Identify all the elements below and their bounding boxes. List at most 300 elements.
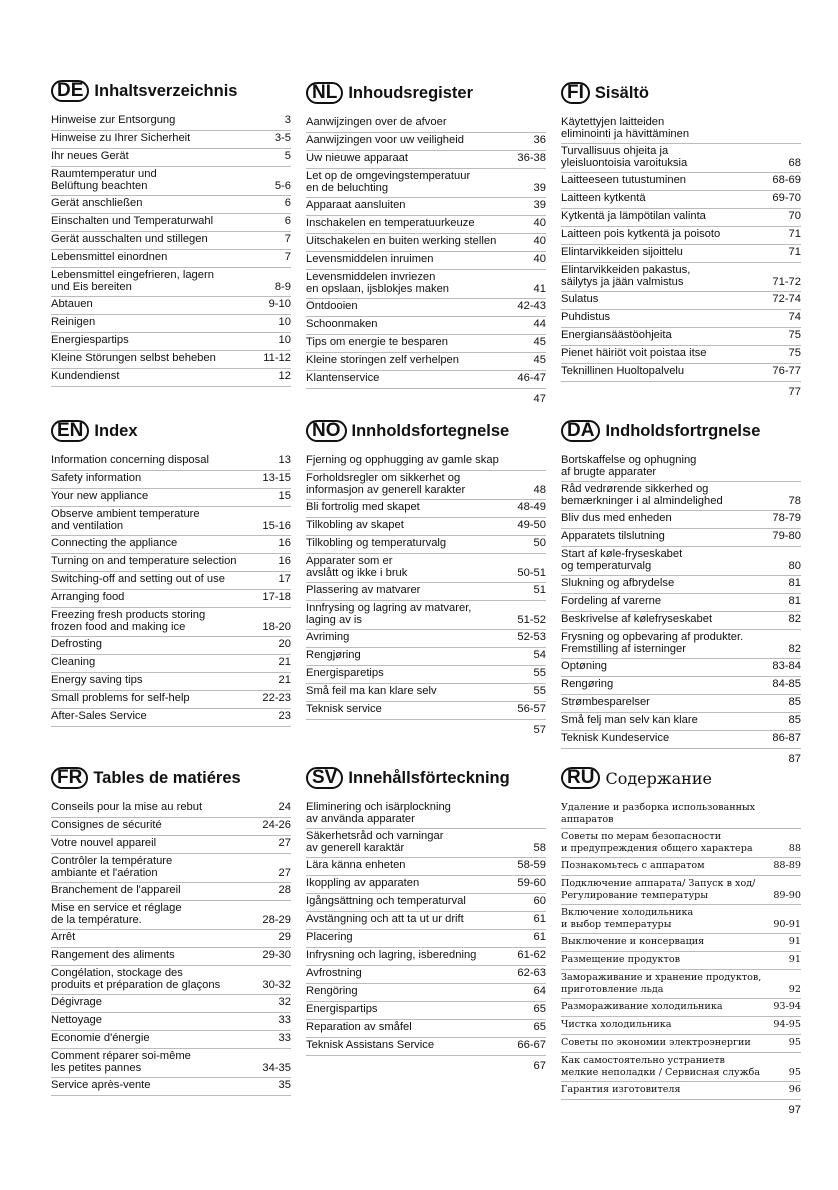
toc-entry-page: 88 (788, 843, 801, 854)
toc-entry[interactable] (306, 252, 546, 270)
toc-entry-page: 65 (533, 1021, 546, 1033)
toc-entry-page: 76-77 (772, 365, 801, 377)
toc-entry-page: 48-49 (517, 501, 546, 513)
toc-entry[interactable] (561, 905, 801, 934)
toc-entry-label: Ikoppling av apparaten (306, 877, 420, 889)
toc-entry-label: Small problems for self-help (51, 692, 190, 704)
toc-entry[interactable] (51, 471, 291, 489)
toc-entry[interactable] (561, 1053, 801, 1082)
toc-entry[interactable] (306, 234, 546, 252)
toc-entry-label: Defrosting (51, 638, 102, 650)
toc-entry-label: Fordeling af varerne (561, 595, 662, 607)
toc-entry[interactable] (561, 511, 801, 529)
toc-entry[interactable] (306, 948, 546, 966)
toc-entry[interactable] (561, 999, 801, 1017)
toc-entry-label: Congélation, stockage des produits et préparation de glaçons (51, 967, 221, 991)
toc-entry[interactable] (51, 930, 291, 948)
section-heading (561, 80, 801, 106)
toc-entry[interactable] (561, 310, 801, 328)
toc-entry-label: Замораживание и хранение продуктов, приготовление льда (561, 972, 762, 995)
toc-entry-page: 33 (278, 1014, 291, 1026)
toc-entry[interactable] (51, 655, 291, 673)
toc-entry[interactable] (51, 149, 291, 167)
toc-entry[interactable] (561, 630, 801, 659)
toc-entry[interactable] (306, 371, 546, 389)
toc-entry[interactable] (306, 858, 546, 876)
toc-entry[interactable] (51, 800, 291, 818)
toc-entry-label: Lära känna enheten (306, 859, 406, 871)
toc-entry[interactable] (306, 453, 546, 471)
toc-entry-page: 88-89 (773, 860, 801, 871)
toc-entry[interactable] (51, 995, 291, 1013)
toc-entry-page: 82 (788, 613, 801, 625)
toc-entry-page: 74 (788, 311, 801, 323)
toc-entry-page: 71 (788, 228, 801, 240)
toc-entry-page: 3-5 (274, 132, 291, 144)
toc-entry[interactable] (306, 930, 546, 948)
toc-entry-label: Fjerning og opphugging av gamle skap (306, 454, 499, 466)
toc-entry[interactable] (561, 1017, 801, 1035)
toc-entry-page: 91 (788, 936, 801, 947)
toc-entry-page: 48 (533, 484, 546, 496)
toc-entry-label: Uitschakelen en buiten werking stellen (306, 235, 497, 247)
toc-entry-page: 9-10 (268, 298, 291, 310)
section-title: Inhaltsverzeichnis (94, 81, 238, 100)
toc-entry[interactable] (306, 353, 546, 371)
toc-entry-label: Ihr neues Gerät (51, 150, 129, 162)
language-code-badge: EN (51, 420, 89, 442)
toc-entry[interactable] (306, 471, 546, 500)
toc-section-ru (561, 765, 801, 1116)
language-code-badge: FR (51, 767, 88, 789)
toc-entry-page: 15-16 (262, 520, 291, 532)
trailing-page-number: 47 (533, 393, 546, 405)
toc-entry[interactable] (561, 346, 801, 364)
trailing-page-number: 77 (788, 386, 801, 398)
toc-entry-label: Abtauen (51, 298, 93, 310)
toc-entry-label: Tilkobling og temperaturvalg (306, 537, 447, 549)
toc-entry[interactable] (306, 536, 546, 554)
toc-entry[interactable] (306, 912, 546, 930)
toc-entry-page: 61-62 (517, 949, 546, 961)
toc-entry-label: Gerät ausschalten und stillegen (51, 233, 208, 245)
toc-entry-page: 75 (788, 347, 801, 359)
toc-entry[interactable] (561, 482, 801, 511)
toc-entry-page: 86-87 (772, 732, 801, 744)
toc-entry-label: Information concerning disposal (51, 454, 209, 466)
toc-entry[interactable] (51, 315, 291, 333)
toc-entry[interactable] (306, 1038, 546, 1056)
toc-entry-label: Observe ambient temperature and ventilation (51, 508, 200, 532)
toc-entry[interactable] (51, 608, 291, 637)
toc-entry-page: 94-95 (773, 1019, 801, 1030)
toc-entry[interactable] (51, 966, 291, 995)
toc-entry[interactable] (51, 836, 291, 854)
toc-entry[interactable] (306, 630, 546, 648)
toc-entry-label: Rengjøring (306, 649, 361, 661)
toc-entry-label: Bli fortrolig med skapet (306, 501, 420, 513)
toc-section-no (306, 418, 546, 736)
toc-entry[interactable] (51, 536, 291, 554)
toc-entry[interactable] (561, 453, 801, 482)
toc-entry-label: Tilkobling av skapet (306, 519, 404, 531)
toc-entry[interactable] (306, 894, 546, 912)
toc-entry-page: 32 (278, 996, 291, 1008)
toc-entry[interactable] (51, 673, 291, 691)
toc-entry-label: Размещение продуктов (561, 954, 681, 965)
toc-entry-label: Arrêt (51, 931, 76, 943)
toc-entry-label: Elintarvikkeiden pakastus, säilytys ja jään valmistus (561, 264, 691, 288)
toc-entry-label: Sulatus (561, 293, 599, 305)
toc-entry[interactable] (561, 876, 801, 905)
section-heading (51, 418, 291, 444)
section-title: Sisältö (594, 83, 649, 102)
toc-entry-page: 8-9 (274, 281, 291, 293)
toc-entry-page: 18-20 (262, 621, 291, 633)
toc-entry-page: 11-12 (263, 352, 291, 364)
toc-entry-page: 68 (788, 157, 801, 169)
toc-entry[interactable] (561, 547, 801, 576)
toc-entry[interactable] (561, 263, 801, 292)
toc-entry[interactable] (51, 854, 291, 883)
toc-entry-page: 34-35 (262, 1062, 291, 1074)
toc-entry-label: Гарантия изготовителя (561, 1084, 681, 1095)
toc-entry[interactable] (561, 731, 801, 749)
toc-entry-label: Infrysning och lagring, isberedning (306, 949, 477, 961)
toc-entry-label: Safety information (51, 472, 142, 484)
toc-entry-page: 45 (533, 354, 546, 366)
toc-entry-page: 3 (284, 114, 291, 126)
toc-entry-page: 81 (788, 595, 801, 607)
toc-entry-label: Energispartips (306, 1003, 378, 1015)
toc-entry[interactable] (51, 214, 291, 232)
toc-entry[interactable] (561, 144, 801, 173)
section-heading (306, 80, 546, 106)
toc-entry[interactable] (306, 648, 546, 666)
toc-entry-label: Turning on and temperature selection (51, 555, 237, 567)
toc-entry-label: Votre nouvel appareil (51, 837, 157, 849)
toc-entry[interactable] (306, 601, 546, 630)
toc-entry-page: 10 (278, 316, 291, 328)
toc-entry[interactable] (306, 500, 546, 518)
toc-entry-page: 58 (533, 842, 546, 854)
toc-entry-label: Uw nieuwe apparaat (306, 152, 408, 164)
toc-entry[interactable] (306, 984, 546, 1002)
toc-entry-label: Plassering av matvarer (306, 584, 421, 596)
toc-entry[interactable] (51, 113, 291, 131)
trailing-page-number: 97 (788, 1104, 801, 1116)
toc-entry-label: Rengøring (561, 678, 614, 690)
section-title: Inhoudsregister (348, 83, 474, 102)
toc-entry-page: 85 (788, 696, 801, 708)
toc-entry[interactable] (51, 1049, 291, 1078)
toc-entry-label: Energiansäästöohjeita (561, 329, 672, 341)
toc-entry[interactable] (306, 876, 546, 894)
toc-entry-label: Comment réparer soi-même les petites pannes (51, 1050, 191, 1074)
toc-entry-label: Hinweise zu Ihrer Sicherheit (51, 132, 191, 144)
toc-entry-page: 16 (278, 555, 291, 567)
toc-entry-page: 35 (278, 1079, 291, 1091)
toc-entry-label: Apparaat aansluiten (306, 199, 406, 211)
toc-entry-page: 64 (533, 985, 546, 997)
toc-entry-page: 60 (533, 895, 546, 907)
toc-entry[interactable] (306, 151, 546, 169)
toc-entry-label: Cleaning (51, 656, 96, 668)
toc-entry[interactable] (561, 1082, 801, 1100)
toc-entry[interactable] (306, 666, 546, 684)
toc-section-de (51, 78, 291, 387)
toc-entry[interactable] (561, 594, 801, 612)
toc-entry[interactable] (561, 292, 801, 310)
toc-entry-page: 5-6 (274, 180, 291, 192)
toc-entry-label: Råd vedrørende sikkerhed og bemærkninger i al almindelighed (561, 483, 723, 507)
section-title: Содержание (605, 768, 712, 788)
toc-entry[interactable] (51, 333, 291, 351)
language-code-badge: RU (561, 767, 600, 789)
toc-entry[interactable] (51, 167, 291, 196)
toc-entry[interactable] (51, 250, 291, 268)
toc-entry[interactable] (306, 583, 546, 601)
toc-entry-label: Energisparetips (306, 667, 384, 679)
toc-entry[interactable] (51, 1013, 291, 1031)
toc-entry-page: 92 (788, 984, 801, 995)
toc-entry[interactable] (51, 554, 291, 572)
toc-entry[interactable] (306, 270, 546, 299)
toc-entry[interactable] (306, 702, 546, 720)
toc-entry[interactable] (561, 695, 801, 713)
toc-entry[interactable] (51, 572, 291, 590)
toc-entry-page: 7 (284, 251, 291, 263)
toc-entry[interactable] (561, 829, 801, 858)
toc-entry[interactable] (306, 169, 546, 198)
section-heading (306, 418, 546, 444)
toc-entry[interactable] (561, 576, 801, 594)
toc-entry[interactable] (561, 952, 801, 970)
toc-entry-label: Pienet häiriöt voit poistaa itse (561, 347, 707, 359)
toc-entry-page: 36 (533, 134, 546, 146)
toc-entry[interactable] (306, 800, 546, 829)
toc-entry-page: 16 (278, 537, 291, 549)
toc-entry[interactable] (51, 637, 291, 655)
toc-entry-label: Placering (306, 931, 353, 943)
section-heading (561, 418, 801, 444)
toc-entry-label: Nettoyage (51, 1014, 102, 1026)
toc-entry-label: Branchement de l'appareil (51, 884, 181, 896)
toc-entry-page: 40 (533, 253, 546, 265)
toc-entry-label: Laitteen kytkentä (561, 192, 646, 204)
toc-entry[interactable] (51, 691, 291, 709)
toc-entry[interactable] (306, 554, 546, 583)
toc-entry-page: 58-59 (517, 859, 546, 871)
toc-entry[interactable] (306, 1020, 546, 1038)
toc-entry[interactable] (561, 934, 801, 952)
toc-entry[interactable] (306, 518, 546, 536)
toc-entry-page: 17 (278, 573, 291, 585)
toc-entry-page: 89-90 (773, 890, 801, 901)
toc-entry[interactable] (561, 173, 801, 191)
toc-entry-label: Gerät anschließen (51, 197, 143, 209)
toc-entry-page: 46-47 (517, 372, 546, 384)
toc-entry-page: 83-84 (772, 660, 801, 672)
toc-entry[interactable] (51, 453, 291, 471)
toc-entry[interactable] (306, 1002, 546, 1020)
toc-entry-label: Consignes de sécurité (51, 819, 162, 831)
toc-entry[interactable] (51, 709, 291, 727)
toc-entry[interactable] (51, 232, 291, 250)
toc-entry-label: Your new appliance (51, 490, 149, 502)
toc-entry[interactable] (51, 268, 291, 297)
toc-entry-page: 79-80 (772, 530, 801, 542)
toc-entry-page: 13 (278, 454, 291, 466)
toc-entry-label: Contrôler la température ambiante et l'aération (51, 855, 173, 879)
toc-entry-label: Service après-vente (51, 1079, 151, 1091)
toc-entry[interactable] (561, 191, 801, 209)
toc-entry[interactable] (306, 133, 546, 151)
toc-entry[interactable] (51, 901, 291, 930)
toc-entry-label: After-Sales Service (51, 710, 147, 722)
section-title: Index (94, 421, 138, 440)
toc-entry-label: Economie d'énergie (51, 1032, 150, 1044)
toc-entry-label: Rangement des aliments (51, 949, 175, 961)
toc-entry-page: 27 (278, 837, 291, 849)
toc-entry[interactable] (51, 131, 291, 149)
section-title: Indholdsfortrgnelse (605, 421, 761, 440)
toc-entry-page: 41 (533, 283, 546, 295)
toc-entry[interactable] (51, 1078, 291, 1096)
toc-entry[interactable] (561, 800, 801, 829)
toc-entry-label: Klantenservice (306, 372, 380, 384)
toc-entry-label: Reparation av småfel (306, 1021, 412, 1033)
toc-entry[interactable] (561, 612, 801, 630)
toc-section-da (561, 418, 801, 765)
toc-entry-page: 24 (278, 801, 291, 813)
toc-entry[interactable] (561, 227, 801, 245)
toc-entry[interactable] (561, 659, 801, 677)
toc-entry-page: 27 (278, 867, 291, 879)
toc-entry-label: Teknillinen Huoltopalvelu (561, 365, 685, 377)
toc-entry[interactable] (51, 369, 291, 387)
toc-entry[interactable] (561, 529, 801, 547)
toc-entry[interactable] (51, 507, 291, 536)
toc-entry-label: Teknisk Kundeservice (561, 732, 670, 744)
toc-entry-label: Små feil ma kan klare selv (306, 685, 437, 697)
toc-entry[interactable] (306, 335, 546, 353)
toc-entry-label: Hinweise zur Entsorgung (51, 114, 176, 126)
toc-entry[interactable] (51, 883, 291, 901)
toc-entry[interactable] (561, 364, 801, 382)
toc-entry-label: Teknisk service (306, 703, 382, 715)
section-heading (51, 765, 291, 791)
trailing-page-number: 67 (533, 1060, 546, 1072)
toc-entry[interactable] (561, 328, 801, 346)
toc-entry[interactable] (306, 966, 546, 984)
toc-entry[interactable] (51, 489, 291, 507)
toc-entry[interactable] (561, 209, 801, 227)
toc-entry-label: Let op de omgevingstemperatuur en de beluchting (306, 170, 471, 194)
toc-entry-page: 50-51 (517, 567, 546, 579)
toc-entry[interactable] (306, 829, 546, 858)
toc-entry-label: Bortskaffelse og ophugning af brugte apparater (561, 454, 697, 478)
toc-entry-page: 15 (278, 490, 291, 502)
toc-entry-label: Ontdooien (306, 300, 358, 312)
toc-entry-page: 82 (788, 643, 801, 655)
trailing-page-number: 57 (533, 724, 546, 736)
toc-entry[interactable] (561, 115, 801, 144)
toc-entry-page: 40 (533, 217, 546, 229)
toc-entry[interactable] (306, 115, 546, 133)
toc-entry-label: Apparatets tilslutning (561, 530, 665, 542)
section-heading (561, 765, 801, 791)
toc-entry[interactable] (306, 216, 546, 234)
toc-entry-label: Советы по экономии электроэнергии (561, 1037, 751, 1048)
toc-entry[interactable] (51, 196, 291, 214)
toc-entry-label: Connecting the appliance (51, 537, 178, 549)
toc-entry-label: Kundendienst (51, 370, 120, 382)
toc-entry-page: 62-63 (517, 967, 546, 979)
toc-entry[interactable] (51, 297, 291, 315)
toc-entry-page: 91 (788, 954, 801, 965)
trailing-page-number: 87 (788, 753, 801, 765)
toc-entry[interactable] (306, 198, 546, 216)
toc-entry-label: Freezing fresh products storing frozen food and making ice (51, 609, 206, 633)
language-code-badge: SV (306, 767, 343, 789)
toc-entry[interactable] (561, 858, 801, 876)
toc-entry-label: Conseils pour la mise au rebut (51, 801, 203, 813)
toc-entry-label: Laitteen pois kytkentä ja poisoto (561, 228, 721, 240)
toc-entry[interactable] (561, 970, 801, 999)
toc-entry-label: Igångsättning och temperaturval (306, 895, 466, 907)
toc-entry-page: 61 (533, 931, 546, 943)
toc-entry-label: Как самостоятельно устраниетв мелкие неполадки / Сервисная служба (561, 1055, 761, 1078)
toc-entry-page: 50 (533, 537, 546, 549)
toc-entry-page: 71 (788, 246, 801, 258)
toc-entry[interactable] (51, 1031, 291, 1049)
toc-entry-page: 51 (533, 584, 546, 596)
toc-entry-page: 24-26 (262, 819, 291, 831)
toc-entry-page: 28-29 (262, 914, 291, 926)
toc-entry[interactable] (561, 677, 801, 695)
toc-entry[interactable] (51, 590, 291, 608)
toc-entry-page: 96 (788, 1084, 801, 1095)
toc-entry-label: Innfrysing og lagring av matvarer, laging av is (306, 602, 472, 626)
section-title: Tables de matiéres (93, 768, 241, 787)
toc-entry-page: 7 (284, 233, 291, 245)
toc-entry-page: 61 (533, 913, 546, 925)
toc-entry[interactable] (561, 1035, 801, 1053)
toc-entry[interactable] (51, 818, 291, 836)
toc-entry-label: Rengöring (306, 985, 358, 997)
toc-entry-label: Avfrostning (306, 967, 362, 979)
toc-entry[interactable] (561, 245, 801, 263)
toc-entry[interactable] (306, 684, 546, 702)
toc-entry-label: Удаление и разборка использованных аппаратов (561, 802, 756, 825)
toc-entry[interactable] (306, 299, 546, 317)
toc-entry-label: Bliv dus med enheden (561, 512, 672, 524)
toc-entry[interactable] (561, 713, 801, 731)
toc-entry-page: 55 (533, 685, 546, 697)
toc-entry-page: 81 (788, 577, 801, 589)
toc-entry[interactable] (51, 948, 291, 966)
toc-entry-label: Raumtemperatur und Belüftung beachten (51, 168, 157, 192)
toc-entry[interactable] (306, 317, 546, 335)
toc-entry-page: 84-85 (772, 678, 801, 690)
toc-entry-label: Eliminering och isärplockning av använda apparater (306, 801, 451, 825)
toc-entry[interactable] (51, 351, 291, 369)
toc-entry-page: 12 (278, 370, 291, 382)
toc-entry-page: 80 (788, 560, 801, 572)
toc-entry-label: Выключение и консервация (561, 936, 705, 947)
toc-entry-page: 39 (533, 199, 546, 211)
